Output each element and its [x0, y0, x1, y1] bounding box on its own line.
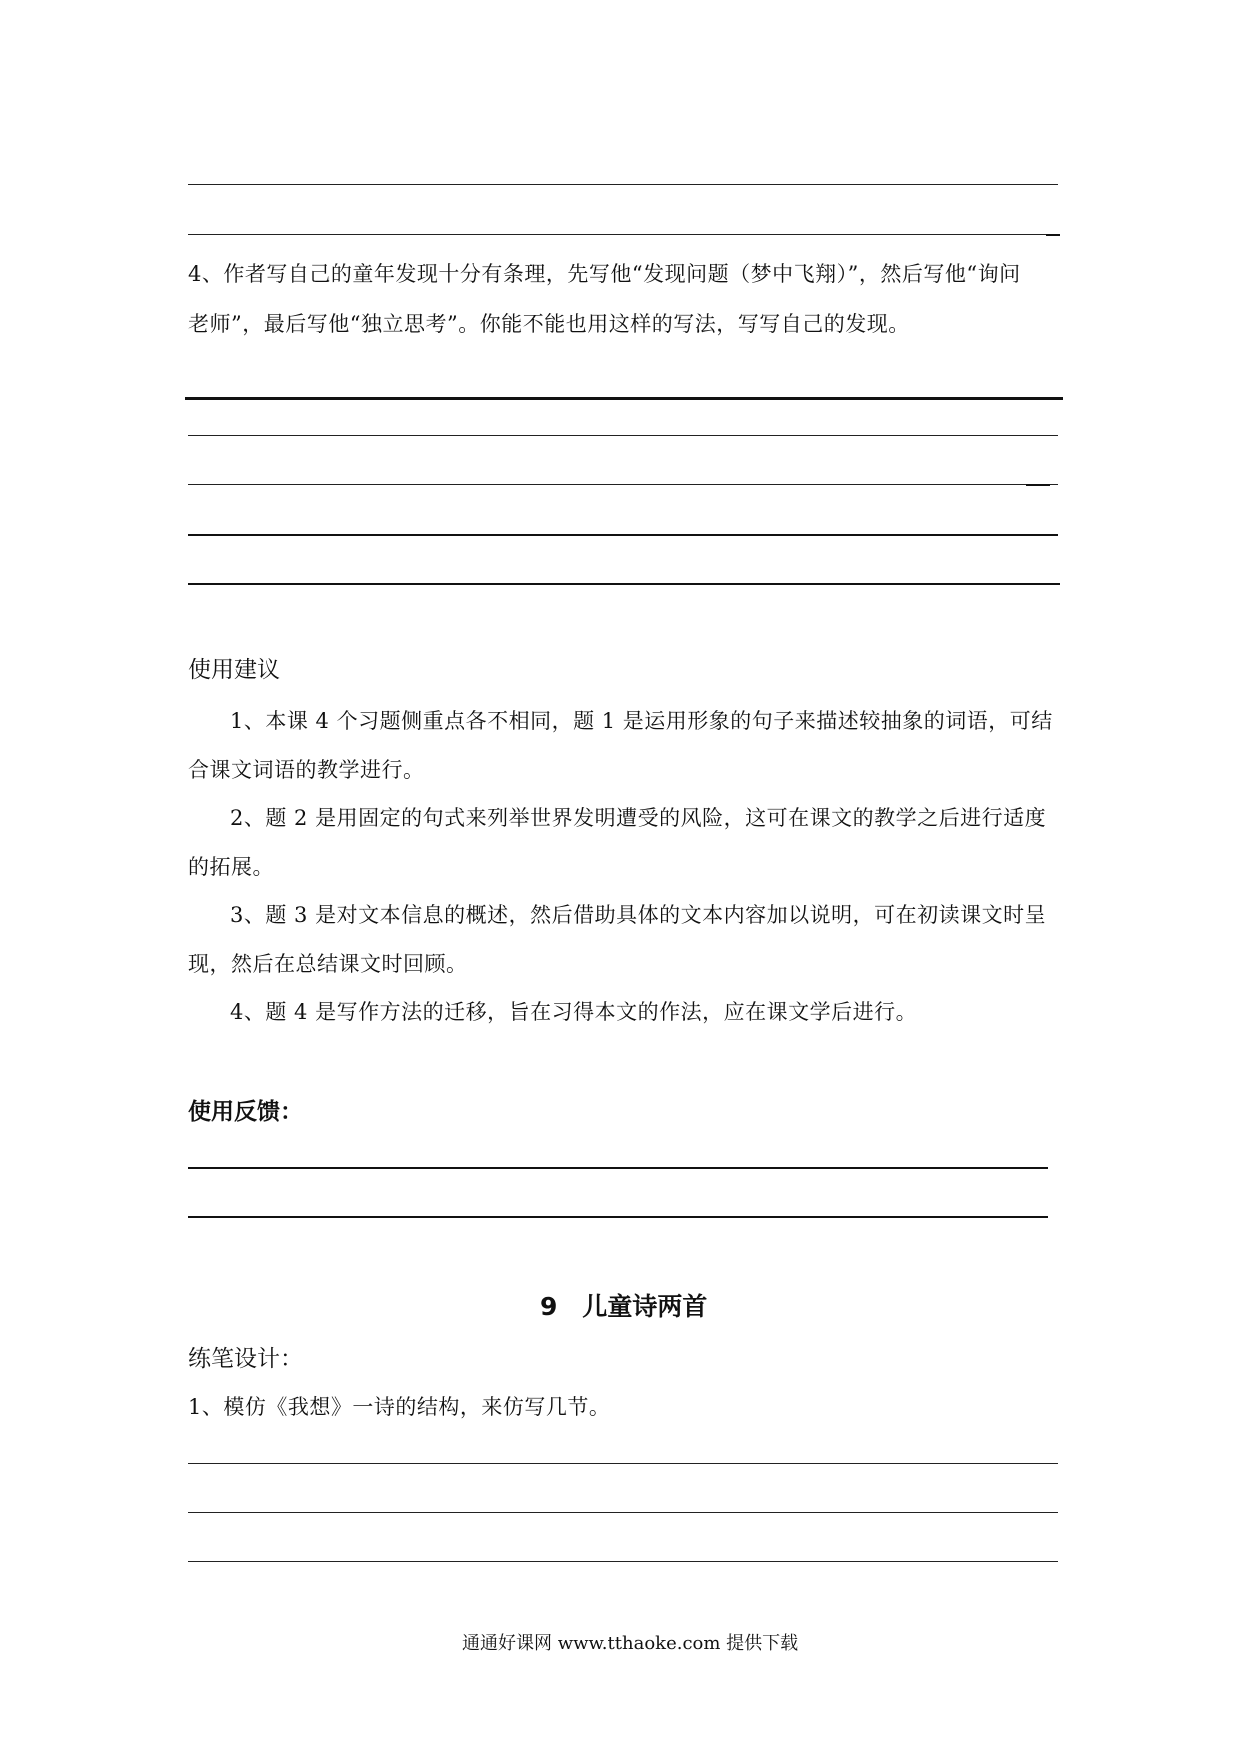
suggestion-3-line-2: 现，然后在总结课文时回顾。	[188, 952, 468, 976]
usage-feedback-heading: 使用反馈：	[188, 1099, 303, 1125]
suggestion-2-line-1: 2、题 2 是用固定的句式来列举世界发明遭受的风险，这可在课文的教学之后进行适度	[230, 806, 1047, 830]
answer-line	[188, 1561, 1058, 1562]
answer-line	[188, 583, 1060, 585]
question-4-line-1: 4、作者写自己的童年发现十分有条理，先写他“发现问题（梦中飞翔）”，然后写他“询问	[188, 262, 1021, 286]
suggestion-2-line-2: 的拓展。	[188, 855, 274, 879]
answer-line-end-mark	[1026, 484, 1050, 486]
suggestion-3-line-1: 3、题 3 是对文本信息的概述，然后借助具体的文本内容加以说明，可在初读课文时呈	[230, 903, 1047, 927]
answer-line	[188, 484, 1058, 485]
writing-design-heading: 练笔设计：	[188, 1346, 303, 1372]
feedback-line	[188, 1167, 1048, 1169]
footer-text: 通通好课网 www.tthaoke.com 提供下载	[462, 1633, 799, 1654]
answer-line	[188, 1512, 1058, 1513]
answer-line	[188, 435, 1058, 436]
suggestion-1-line-1: 1、本课 4 个习题侧重点各不相同，题 1 是运用形象的句子来描述较抽象的词语，可结	[230, 709, 1053, 733]
question-4-line-2: 老师”，最后写他“独立思考”。你能不能也用这样的写法，写写自己的发现。	[188, 312, 910, 336]
answer-line	[188, 1463, 1058, 1464]
lesson-title: 9 儿童诗两首	[540, 1292, 708, 1321]
lesson-9-question-1: 1、模仿《我想》一诗的结构，来仿写几节。	[188, 1395, 611, 1419]
answer-line	[188, 184, 1058, 185]
suggestion-4-line-1: 4、题 4 是写作方法的迁移，旨在习得本文的作法，应在课文学后进行。	[230, 1000, 918, 1024]
feedback-line	[188, 1216, 1048, 1218]
suggestion-1-line-2: 合课文词语的教学进行。	[188, 758, 425, 782]
answer-line	[185, 397, 1063, 400]
answer-line-end-mark	[1046, 234, 1060, 236]
usage-suggestions-heading: 使用建议	[188, 657, 280, 683]
answer-line	[188, 234, 1058, 235]
answer-line	[188, 534, 1058, 536]
